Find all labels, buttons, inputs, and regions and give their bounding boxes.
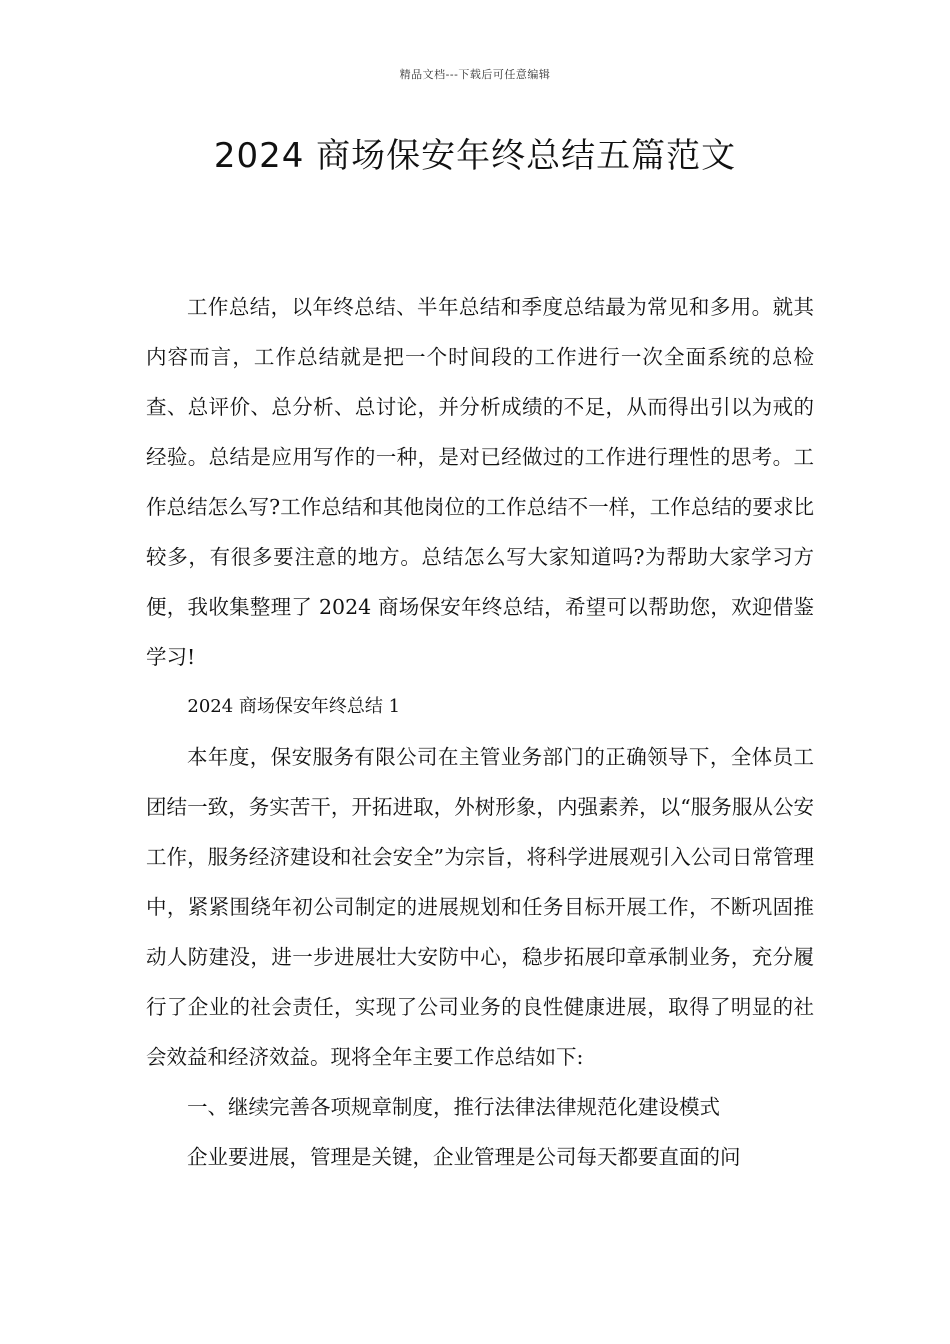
intro-paragraph: 工作总结，以年终总结、半年总结和季度总结最为常见和多用。就其内容而言，工作总结就是把一个时间段的工作进行一次全面系统的总检查、总评价、总分析、总讨论，并分析成绩的不足，从而得出引以为戒的经验。总结是应用写作的一种，是对已经做过的工作进行理性的思考。工作总结怎么写?工作总结和其他岗位的工作总结不一样，工作总结的要求比较多，有很多要注意的地方。总结怎么写大家知道吗?为帮助大家学习方便，我收集整理了 2024 商场保安年终总结，希望可以帮助您，欢迎借鉴学习! [146,295,814,669]
section-heading: 2024 商场保安年终总结 1 [187,696,401,717]
document-body [146,282,814,1182]
last-paragraph: 企业要进展，管理是关键，企业管理是公司每天都要直面的问 [187,1145,741,1169]
document-title: 2024 商场保安年终总结五篇范文 [213,136,737,176]
header-note: 精品文档---下载后可任意编辑 [399,68,551,81]
body-paragraph: 本年度，保安服务有限公司在主管业务部门的正确领导下，全体员工团结一致，务实苦干，开拓进取，外树形象，内强素养，以“服务服从公安工作，服务经济建设和社会安全”为宗旨，将科学进展观引入公司日常管理中，紧紧围绕年初公司制定的进展规划和任务目标开展工作，不断巩固推动人防建没，进一步进展壮大安防中心，稳步拓展印章承制业务，充分履行了企业的社会责任，实现了公司业务的良性健康进展，取得了明显的社会效益和经济效益。现将全年主要工作总结如下: [146,745,814,1069]
subheading: 一、继续完善各项规章制度，推行法律法律规范化建设模式 [187,1095,720,1119]
